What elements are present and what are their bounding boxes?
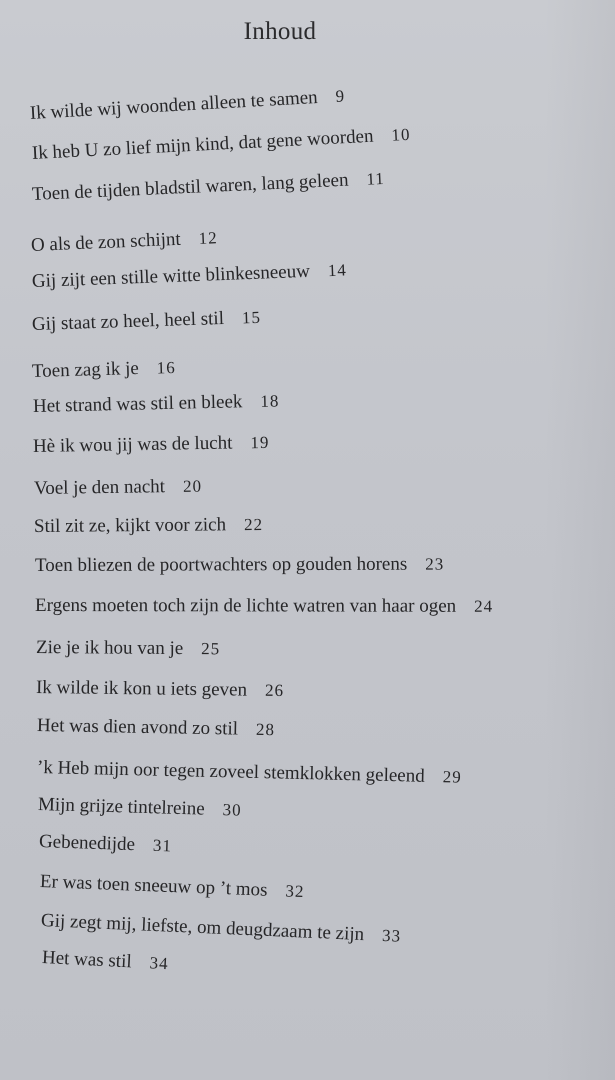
toc-entry-title: Het was stil [41,947,133,973]
toc-entry-page: 25 [201,639,221,659]
toc-entry [36,677,284,702]
toc-entry [32,307,262,336]
toc-entry [32,168,386,206]
toc-entry-page: 29 [442,767,462,787]
toc-entry-page: 22 [243,515,264,535]
toc-entry-title: Gij zijt een stille witte blinkesneeuw [31,260,311,292]
toc-entry [40,871,305,903]
toc-entry-page: 31 [152,835,173,856]
toc-entry [32,259,348,293]
toc-entry-page: 18 [260,391,280,411]
toc-entry-page: 34 [149,953,170,974]
toc-entry-page: 16 [156,357,177,378]
toc-entry [37,757,462,789]
toc-entry [34,476,202,500]
toc-entry-page: 9 [335,86,346,106]
toc-entry-page: 23 [425,554,445,574]
toc-entry [39,831,173,857]
toc-entry-page: 33 [381,925,402,946]
toc-entry-page: 10 [390,124,411,145]
toc-entry-title: Mijn grijze tintelreine [37,794,205,820]
toc-entry-title: Ik wilde wij woonden alleen te samen [29,86,319,124]
toc-entry-page: 30 [222,800,242,820]
toc-entry-page: 19 [250,432,270,453]
toc-entry-page: 15 [241,307,262,328]
toc-entry-page: 32 [285,881,305,902]
toc-entry [41,947,169,975]
toc-entry-page: 24 [474,596,494,616]
toc-entry [41,910,402,948]
toc-entry-title: Toen bliezen de poortwachters op gouden horens [34,553,408,576]
toc-entry-page: 28 [255,719,276,740]
toc-entry-title: Ergens moeten toch zijn de lichte watren van haar ogen [34,595,457,617]
toc-entry-title: Ik heb U zo lief mijn kind, dat gene woorden [31,125,374,164]
toc-entry [31,124,411,165]
toc-entry-title: Het was dien avond zo stil [36,715,239,740]
toc-entry [29,85,345,125]
toc-entry [32,357,176,383]
toc-entry-title: Zie je ik hou van je [35,637,184,660]
toc-entry-title: Gij staat zo heel, heel stil [31,307,225,335]
toc-entry-page: 14 [327,260,348,281]
toc-entry [37,715,275,741]
toc-entry-title: Toen zag ik je [31,358,140,382]
toc-entry [36,637,220,660]
toc-entry-title: Voel je den nacht [33,476,166,499]
toc-entry-title: Er was toen sneeuw op ’t mos [39,871,268,901]
toc-entry-title: Toen de tijden bladstil waren, lang geleen [31,169,349,205]
toc-entry-title: Gebenedijde [38,831,136,856]
toc-entry [34,514,263,538]
toc-entry-title: Ik wilde ik kon u iets geven [35,677,248,701]
toc-entry [35,595,493,618]
toc-entry-page: 20 [182,476,203,496]
toc-entry-title: Hè ik wou jij was de lucht [32,432,233,457]
toc-entry-page: 11 [366,168,386,189]
toc-entry-page: 26 [264,680,285,701]
toc-entry-title: Het strand was stil en bleek [32,391,243,417]
toc-entry-title: Gij zegt mij, liefste, om deugdzaam te zijn [40,910,365,946]
toc-entry [33,390,280,418]
page-title: Inhoud [243,18,317,45]
toc-entry [38,794,242,822]
toc-entry [31,227,219,257]
toc-entry-page: 12 [198,228,219,248]
toc-entry [33,432,270,458]
toc-entry-title: O als de zon schijnt [30,228,182,256]
toc-entry-title: ’k Heb mijn oor tegen zoveel stemklokken geleend [36,757,425,787]
toc-entry-title: Stil zit ze, kijkt voor zich [33,514,227,537]
toc-entry [35,554,444,577]
